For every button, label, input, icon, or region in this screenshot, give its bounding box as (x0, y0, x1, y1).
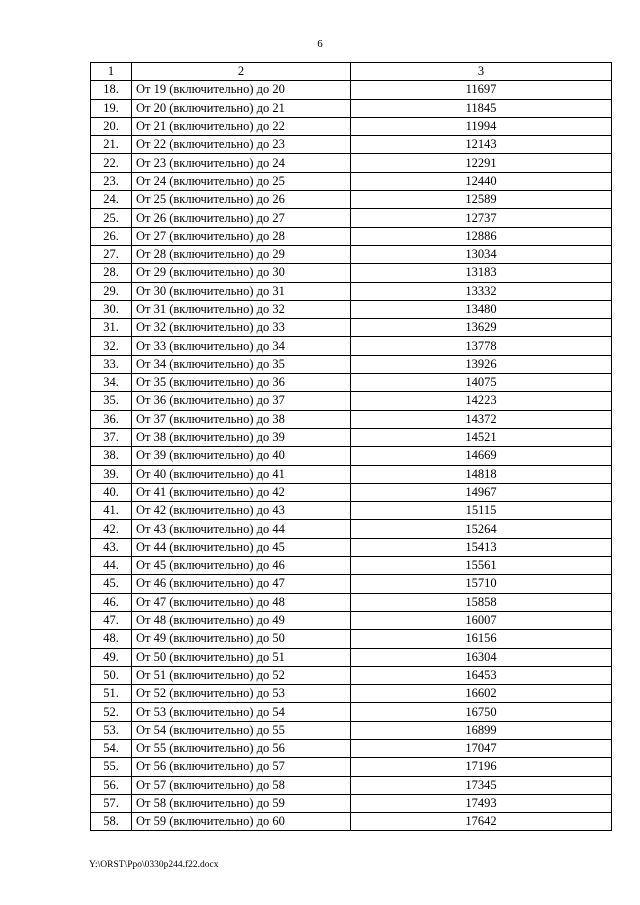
amount-cell: 14372 (351, 410, 612, 428)
amount-cell: 16899 (351, 721, 612, 739)
column-header-2: 2 (132, 63, 351, 81)
range-description-cell: От 31 (включительно) до 32 (132, 300, 351, 318)
range-description-cell: От 25 (включительно) до 26 (132, 191, 351, 209)
row-number-cell: 31. (91, 319, 132, 337)
amount-cell: 16602 (351, 685, 612, 703)
amount-cell: 12886 (351, 227, 612, 245)
amount-cell: 12440 (351, 172, 612, 190)
table-row (91, 648, 612, 666)
row-number-cell: 51. (91, 685, 132, 703)
row-number-cell: 52. (91, 703, 132, 721)
table-row (91, 81, 612, 99)
row-number-cell: 24. (91, 191, 132, 209)
table-row (91, 300, 612, 318)
range-description-cell: От 26 (включительно) до 27 (132, 209, 351, 227)
row-number-cell: 54. (91, 739, 132, 757)
row-number-cell: 20. (91, 117, 132, 135)
table-row (91, 99, 612, 117)
amount-cell: 13778 (351, 337, 612, 355)
range-description-cell: От 32 (включительно) до 33 (132, 319, 351, 337)
table-row (91, 685, 612, 703)
amount-cell: 16156 (351, 630, 612, 648)
amount-cell: 16304 (351, 648, 612, 666)
row-number-cell: 35. (91, 392, 132, 410)
amount-cell: 14818 (351, 465, 612, 483)
amount-cell: 11845 (351, 99, 612, 117)
amount-cell: 14075 (351, 374, 612, 392)
amount-cell: 13480 (351, 300, 612, 318)
row-number-cell: 40. (91, 483, 132, 501)
amount-cell: 13183 (351, 264, 612, 282)
range-description-cell: От 34 (включительно) до 35 (132, 355, 351, 373)
range-description-cell: От 42 (включительно) до 43 (132, 502, 351, 520)
table-row (91, 739, 612, 757)
amount-cell: 17047 (351, 739, 612, 757)
row-number-cell: 21. (91, 136, 132, 154)
amount-cell: 11697 (351, 81, 612, 99)
range-description-cell: От 50 (включительно) до 51 (132, 648, 351, 666)
table-row (91, 483, 612, 501)
row-number-cell: 32. (91, 337, 132, 355)
amount-cell: 16453 (351, 666, 612, 684)
range-description-cell: От 49 (включительно) до 50 (132, 630, 351, 648)
table-row (91, 374, 612, 392)
amount-cell: 14967 (351, 483, 612, 501)
range-description-cell: От 43 (включительно) до 44 (132, 520, 351, 538)
row-number-cell: 33. (91, 355, 132, 373)
table-row (91, 593, 612, 611)
amount-cell: 16750 (351, 703, 612, 721)
range-description-cell: От 39 (включительно) до 40 (132, 447, 351, 465)
table-row (91, 703, 612, 721)
row-number-cell: 58. (91, 813, 132, 831)
table-body (91, 81, 612, 831)
row-number-cell: 45. (91, 575, 132, 593)
row-number-cell: 43. (91, 538, 132, 556)
table-row (91, 447, 612, 465)
range-description-cell: От 21 (включительно) до 22 (132, 117, 351, 135)
range-description-cell: От 24 (включительно) до 25 (132, 172, 351, 190)
range-description-cell: От 45 (включительно) до 46 (132, 557, 351, 575)
row-number-cell: 39. (91, 465, 132, 483)
row-number-cell: 37. (91, 428, 132, 446)
range-description-cell: От 23 (включительно) до 24 (132, 154, 351, 172)
range-description-cell: От 29 (включительно) до 30 (132, 264, 351, 282)
table-row (91, 154, 612, 172)
range-description-cell: От 48 (включительно) до 49 (132, 611, 351, 629)
footer-file-path: Y:\ORST\Ppo\0330p244.f22.docx (89, 860, 219, 870)
table-row (91, 337, 612, 355)
range-description-cell: От 56 (включительно) до 57 (132, 758, 351, 776)
range-description-cell: От 19 (включительно) до 20 (132, 81, 351, 99)
amount-cell: 15858 (351, 593, 612, 611)
table-row (91, 502, 612, 520)
amount-cell: 12589 (351, 191, 612, 209)
amount-cell: 13034 (351, 245, 612, 263)
amount-cell: 12737 (351, 209, 612, 227)
table-row (91, 465, 612, 483)
range-description-cell: От 33 (включительно) до 34 (132, 337, 351, 355)
table-row (91, 245, 612, 263)
range-description-cell: От 38 (включительно) до 39 (132, 428, 351, 446)
range-description-cell: От 55 (включительно) до 56 (132, 739, 351, 757)
range-description-cell: От 20 (включительно) до 21 (132, 99, 351, 117)
table-row (91, 355, 612, 373)
row-number-cell: 27. (91, 245, 132, 263)
table-row (91, 813, 612, 831)
table-row (91, 557, 612, 575)
table-row (91, 611, 612, 629)
table-row (91, 136, 612, 154)
row-number-cell: 57. (91, 794, 132, 812)
table-header-row (91, 63, 612, 81)
range-description-cell: От 37 (включительно) до 38 (132, 410, 351, 428)
table-row (91, 520, 612, 538)
amount-cell: 11994 (351, 117, 612, 135)
range-description-cell: От 35 (включительно) до 36 (132, 374, 351, 392)
row-number-cell: 30. (91, 300, 132, 318)
amount-cell: 14223 (351, 392, 612, 410)
table-row (91, 191, 612, 209)
amount-cell: 15710 (351, 575, 612, 593)
range-description-cell: От 54 (включительно) до 55 (132, 721, 351, 739)
amount-cell: 12143 (351, 136, 612, 154)
table-row (91, 666, 612, 684)
range-description-cell: От 22 (включительно) до 23 (132, 136, 351, 154)
row-number-cell: 44. (91, 557, 132, 575)
table-row (91, 410, 612, 428)
table-row (91, 392, 612, 410)
range-description-cell: От 27 (включительно) до 28 (132, 227, 351, 245)
column-header-3: 3 (351, 63, 612, 81)
amount-cell: 14521 (351, 428, 612, 446)
range-description-cell: От 59 (включительно) до 60 (132, 813, 351, 831)
range-description-cell: От 30 (включительно) до 31 (132, 282, 351, 300)
amount-cell: 13629 (351, 319, 612, 337)
amount-cell: 17493 (351, 794, 612, 812)
range-description-cell: От 41 (включительно) до 42 (132, 483, 351, 501)
range-description-cell: От 44 (включительно) до 45 (132, 538, 351, 556)
table-row (91, 209, 612, 227)
row-number-cell: 46. (91, 593, 132, 611)
page-number: 6 (317, 38, 323, 50)
range-description-cell: От 52 (включительно) до 53 (132, 685, 351, 703)
row-number-cell: 26. (91, 227, 132, 245)
row-number-cell: 56. (91, 776, 132, 794)
row-number-cell: 28. (91, 264, 132, 282)
row-number-cell: 36. (91, 410, 132, 428)
table-row (91, 575, 612, 593)
range-description-cell: От 58 (включительно) до 59 (132, 794, 351, 812)
range-description-cell: От 53 (включительно) до 54 (132, 703, 351, 721)
amount-cell: 15561 (351, 557, 612, 575)
table-row (91, 538, 612, 556)
row-number-cell: 55. (91, 758, 132, 776)
table-row (91, 319, 612, 337)
row-number-cell: 29. (91, 282, 132, 300)
range-description-cell: От 28 (включительно) до 29 (132, 245, 351, 263)
row-number-cell: 41. (91, 502, 132, 520)
table-header (91, 63, 612, 81)
amount-cell: 12291 (351, 154, 612, 172)
table-row (91, 172, 612, 190)
range-description-cell: От 47 (включительно) до 48 (132, 593, 351, 611)
table-row (91, 794, 612, 812)
amount-cell: 16007 (351, 611, 612, 629)
row-number-cell: 19. (91, 99, 132, 117)
range-description-cell: От 57 (включительно) до 58 (132, 776, 351, 794)
table-row (91, 776, 612, 794)
amount-cell: 13332 (351, 282, 612, 300)
table-row (91, 117, 612, 135)
table-row (91, 630, 612, 648)
row-number-cell: 34. (91, 374, 132, 392)
data-table (90, 62, 612, 831)
column-header-1: 1 (91, 63, 132, 81)
amount-cell: 15413 (351, 538, 612, 556)
row-number-cell: 25. (91, 209, 132, 227)
row-number-cell: 22. (91, 154, 132, 172)
amount-cell: 17642 (351, 813, 612, 831)
range-description-cell: От 46 (включительно) до 47 (132, 575, 351, 593)
amount-cell: 15264 (351, 520, 612, 538)
row-number-cell: 18. (91, 81, 132, 99)
amount-cell: 17345 (351, 776, 612, 794)
amount-cell: 14669 (351, 447, 612, 465)
row-number-cell: 38. (91, 447, 132, 465)
row-number-cell: 48. (91, 630, 132, 648)
range-description-cell: От 36 (включительно) до 37 (132, 392, 351, 410)
table-row (91, 227, 612, 245)
table-row (91, 282, 612, 300)
table-row (91, 428, 612, 446)
row-number-cell: 47. (91, 611, 132, 629)
row-number-cell: 49. (91, 648, 132, 666)
range-description-cell: От 51 (включительно) до 52 (132, 666, 351, 684)
table-row (91, 264, 612, 282)
row-number-cell: 53. (91, 721, 132, 739)
row-number-cell: 42. (91, 520, 132, 538)
row-number-cell: 50. (91, 666, 132, 684)
range-description-cell: От 40 (включительно) до 41 (132, 465, 351, 483)
amount-cell: 15115 (351, 502, 612, 520)
amount-cell: 17196 (351, 758, 612, 776)
table-row (91, 721, 612, 739)
table-row (91, 758, 612, 776)
amount-cell: 13926 (351, 355, 612, 373)
row-number-cell: 23. (91, 172, 132, 190)
